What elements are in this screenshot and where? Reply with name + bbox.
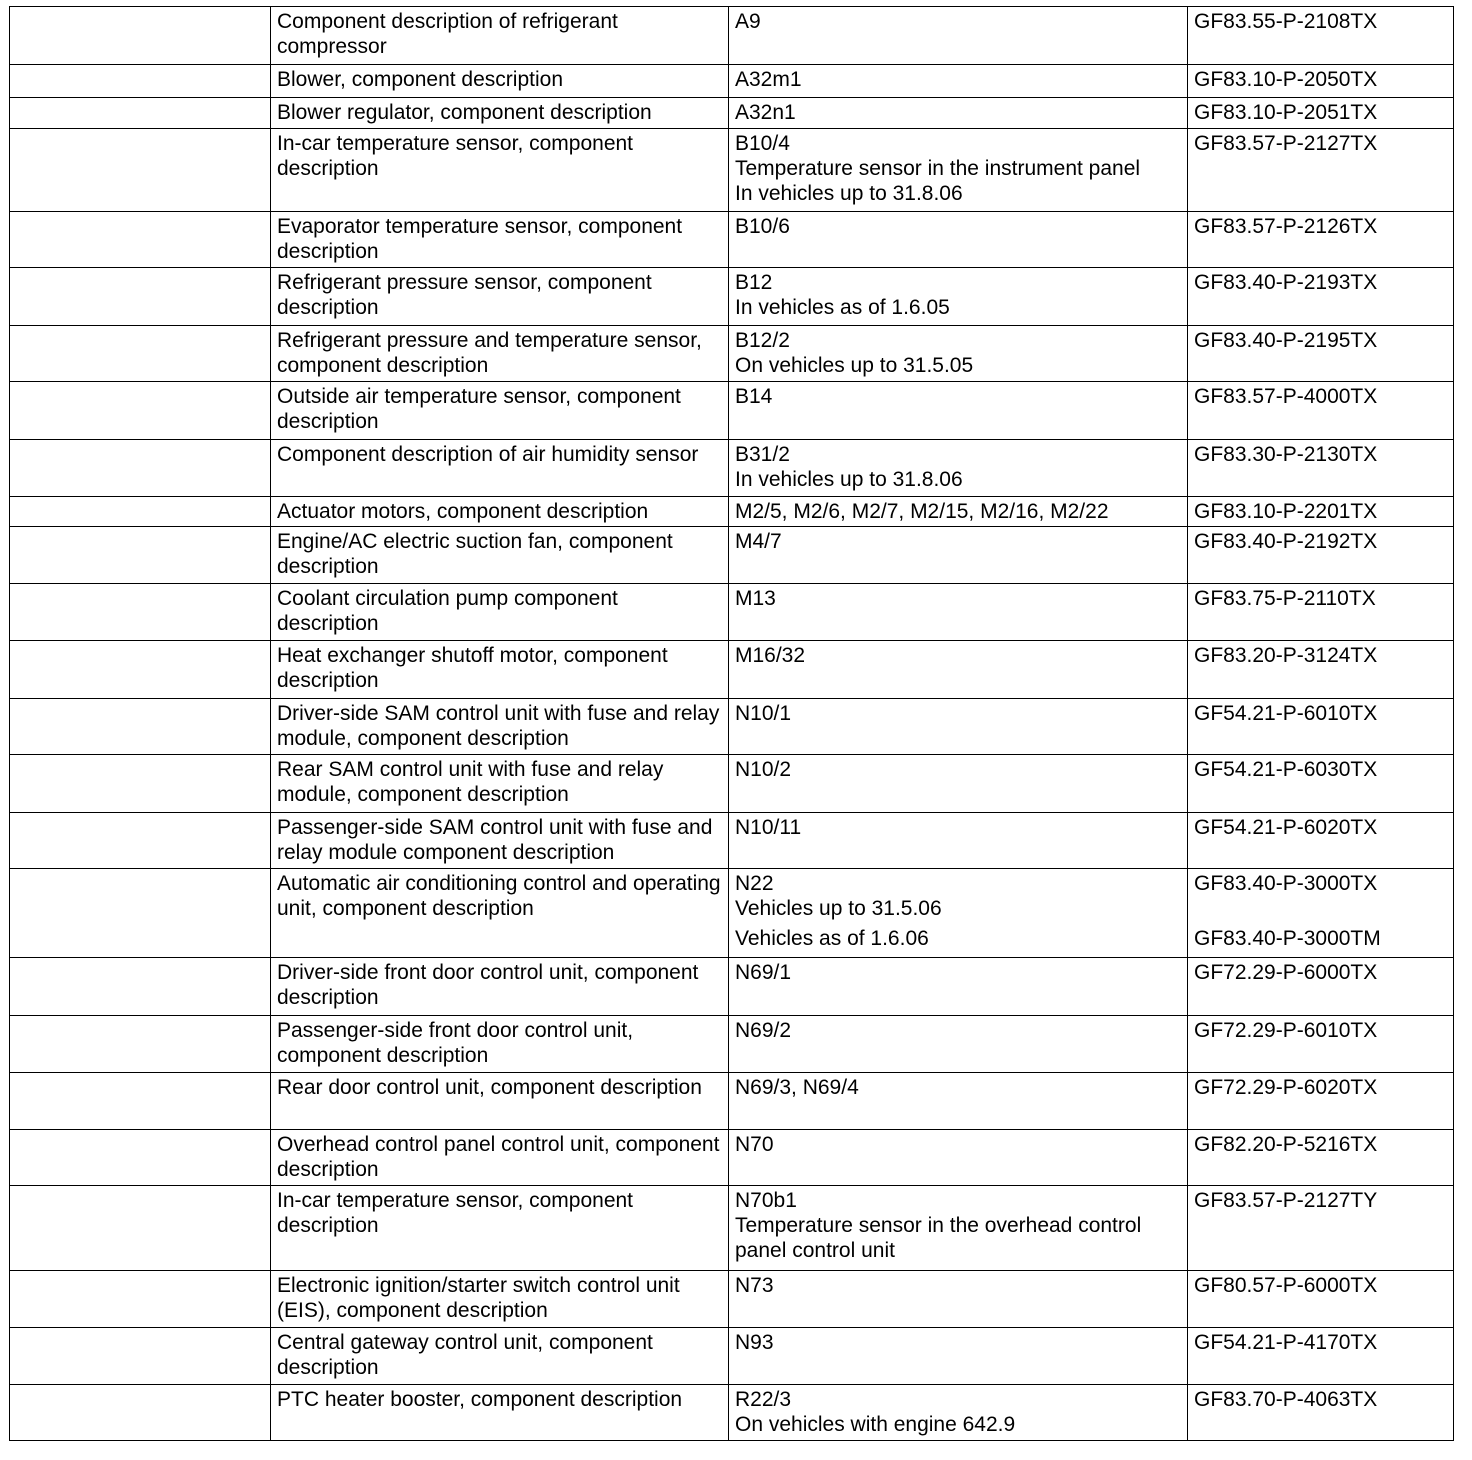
document-reference-cell: [1188, 98, 1454, 129]
component-code-cell: [729, 65, 1188, 98]
component-description: Coolant circulation pump component description: [271, 584, 729, 641]
component-code-cell: [729, 1328, 1188, 1385]
component-description: Evaporator temperature sensor, component description: [271, 212, 729, 268]
table-row: [10, 755, 1454, 813]
table-row: [10, 212, 1454, 268]
component-description: Heat exchanger shutoff motor, component description: [271, 641, 729, 699]
component-code-cell: [729, 755, 1188, 813]
component-description: In-car temperature sensor, component description: [271, 1186, 729, 1271]
component-note: Vehicles as of 1.6.06: [735, 927, 929, 950]
component-code: N70b1: [735, 1189, 797, 1212]
document-reference-cell: [1188, 268, 1454, 326]
document-reference: GF83.57-P-2126TX: [1194, 215, 1378, 238]
document-reference: GF54.21-P-6020TX: [1194, 816, 1378, 839]
component-code: B10/6: [735, 215, 790, 238]
document-reference: GF83.55-P-2108TX: [1194, 10, 1378, 33]
document-reference: GF54.21-P-6010TX: [1194, 702, 1378, 725]
component-code-cell: [729, 1130, 1188, 1186]
table-row: [10, 869, 1454, 958]
component-code-cell: [729, 813, 1188, 869]
document-reference-cell: [1188, 641, 1454, 699]
empty-cell: [10, 1328, 271, 1385]
empty-cell: [10, 1073, 271, 1130]
component-code: N70: [735, 1133, 774, 1156]
document-reference: GF80.57-P-6000TX: [1194, 1274, 1378, 1297]
component-code-cell: [729, 584, 1188, 641]
component-code-cell: [729, 129, 1188, 212]
component-description: PTC heater booster, component description: [271, 1385, 729, 1441]
document-reference-cell: [1188, 440, 1454, 497]
document-reference-cell: [1188, 1328, 1454, 1385]
empty-cell: [10, 129, 271, 212]
component-description: Automatic air conditioning control and operating unit, component description: [271, 869, 729, 958]
empty-cell: [10, 755, 271, 813]
component-code: N69/1: [735, 961, 792, 984]
component-code: R22/3: [735, 1388, 792, 1411]
document-reference-cell: [1188, 382, 1454, 440]
empty-cell: [10, 7, 271, 65]
empty-cell: [10, 497, 271, 527]
component-description: Component description of refrigerant compressor: [271, 7, 729, 65]
component-code: M2/5, M2/6, M2/7, M2/15, M2/16, M2/22: [735, 500, 1109, 523]
component-code: A32m1: [735, 68, 802, 91]
document-reference: GF83.70-P-4063TX: [1194, 1388, 1378, 1411]
empty-cell: [10, 584, 271, 641]
component-code: N69/3, N69/4: [735, 1076, 859, 1099]
component-note: On vehicles up to 31.5.05: [735, 354, 974, 377]
empty-cell: [10, 958, 271, 1016]
component-code: M13: [735, 587, 776, 610]
table-body: [10, 7, 1454, 1441]
document-reference: GF83.10-P-2050TX: [1194, 68, 1378, 91]
empty-cell: [10, 1271, 271, 1328]
document-reference-secondary: GF83.40-P-3000TM: [1194, 927, 1381, 950]
component-code-cell: [729, 440, 1188, 497]
document-reference-cell: [1188, 958, 1454, 1016]
document-reference-cell: [1188, 869, 1454, 958]
component-description: Actuator motors, component description: [271, 497, 729, 527]
component-description: Passenger-side front door control unit, component description: [271, 1016, 729, 1073]
empty-cell: [10, 869, 271, 958]
table-row: [10, 7, 1454, 65]
empty-cell: [10, 641, 271, 699]
component-note: Temperature sensor in the overhead control panel control unit: [735, 1214, 1142, 1262]
component-code: N10/1: [735, 702, 792, 725]
table-row: [10, 958, 1454, 1016]
table-row: [10, 268, 1454, 326]
component-code-cell: [729, 326, 1188, 382]
empty-cell: [10, 212, 271, 268]
component-note: In vehicles up to 31.8.06: [735, 182, 963, 205]
component-code: B12: [735, 271, 773, 294]
component-code-cell: [729, 699, 1188, 755]
component-code: N69/2: [735, 1019, 792, 1042]
document-reference-cell: [1188, 212, 1454, 268]
component-code: N10/2: [735, 758, 792, 781]
component-description: Component description of air humidity sensor: [271, 440, 729, 497]
component-code-cell: [729, 497, 1188, 527]
document-reference: GF82.20-P-5216TX: [1194, 1133, 1378, 1156]
document-reference: GF83.57-P-4000TX: [1194, 385, 1378, 408]
component-code-cell: [729, 268, 1188, 326]
table-row: [10, 1016, 1454, 1073]
empty-cell: [10, 1130, 271, 1186]
table-row: [10, 813, 1454, 869]
document-reference-cell: [1188, 1073, 1454, 1130]
empty-cell: [10, 527, 271, 584]
table-row: [10, 584, 1454, 641]
document-reference-cell: [1188, 7, 1454, 65]
document-reference: GF83.40-P-2192TX: [1194, 530, 1378, 553]
document-reference-cell: [1188, 129, 1454, 212]
component-table: [9, 6, 1454, 1441]
table-row: [10, 129, 1454, 212]
component-note: Vehicles up to 31.5.06: [735, 897, 942, 920]
table-row: [10, 641, 1454, 699]
document-reference: GF83.40-P-2195TX: [1194, 329, 1378, 352]
empty-cell: [10, 65, 271, 98]
component-description: Refrigerant pressure and temperature sensor, component description: [271, 326, 729, 382]
document-reference: GF83.40-P-2193TX: [1194, 271, 1378, 294]
document-reference: GF83.40-P-3000TX: [1194, 872, 1378, 895]
component-description: Engine/AC electric suction fan, component description: [271, 527, 729, 584]
document-reference-cell: [1188, 813, 1454, 869]
component-description: Electronic ignition/starter switch control unit (EIS), component description: [271, 1271, 729, 1328]
document-reference-cell: [1188, 584, 1454, 641]
empty-cell: [10, 813, 271, 869]
empty-cell: [10, 699, 271, 755]
component-code-cell: [729, 382, 1188, 440]
component-code: N73: [735, 1274, 774, 1297]
component-code: B14: [735, 385, 773, 408]
table-row: [10, 65, 1454, 98]
component-code-cell: [729, 212, 1188, 268]
component-code-cell: [729, 7, 1188, 65]
component-code-cell: [729, 1073, 1188, 1130]
table-row: [10, 326, 1454, 382]
document-reference: GF83.20-P-3124TX: [1194, 644, 1378, 667]
component-code: M16/32: [735, 644, 806, 667]
component-description: Central gateway control unit, component description: [271, 1328, 729, 1385]
document-reference: GF54.21-P-4170TX: [1194, 1331, 1378, 1354]
component-description: Overhead control panel control unit, component description: [271, 1130, 729, 1186]
table-row: [10, 527, 1454, 584]
table-row: [10, 1186, 1454, 1271]
component-code-cell: [729, 1186, 1188, 1271]
component-code: N22: [735, 872, 774, 895]
document-reference-cell: [1188, 1016, 1454, 1073]
component-description: Driver-side SAM control unit with fuse and relay module, component description: [271, 699, 729, 755]
component-description: Rear SAM control unit with fuse and relay module, component description: [271, 755, 729, 813]
document-reference-cell: [1188, 497, 1454, 527]
document-reference-cell: [1188, 699, 1454, 755]
document-reference-cell: [1188, 1271, 1454, 1328]
component-note: Temperature sensor in the instrument panel: [735, 157, 1141, 180]
component-code: N10/11: [735, 816, 802, 839]
table-row: [10, 382, 1454, 440]
component-code: N93: [735, 1331, 774, 1354]
document-reference: GF72.29-P-6020TX: [1194, 1076, 1378, 1099]
document-reference: GF83.10-P-2201TX: [1194, 500, 1378, 523]
component-description: Refrigerant pressure sensor, component description: [271, 268, 729, 326]
table-row: [10, 98, 1454, 129]
table-row: [10, 1271, 1454, 1328]
empty-cell: [10, 1016, 271, 1073]
empty-cell: [10, 440, 271, 497]
component-note: In vehicles up to 31.8.06: [735, 468, 963, 491]
component-code: M4/7: [735, 530, 782, 553]
table-row: [10, 1385, 1454, 1441]
empty-cell: [10, 326, 271, 382]
document-reference-cell: [1188, 65, 1454, 98]
document-reference: GF83.75-P-2110TX: [1194, 587, 1376, 610]
component-code: A9: [735, 10, 761, 33]
document-reference-cell: [1188, 1186, 1454, 1271]
component-description: Rear door control unit, component description: [271, 1073, 729, 1130]
empty-cell: [10, 382, 271, 440]
component-code-cell: [729, 641, 1188, 699]
document-reference: GF72.29-P-6000TX: [1194, 961, 1378, 984]
document-reference-cell: [1188, 527, 1454, 584]
document-reference: GF83.30-P-2130TX: [1194, 443, 1378, 466]
table-row: [10, 1073, 1454, 1130]
empty-cell: [10, 98, 271, 129]
document-reference: GF83.57-P-2127TX: [1194, 132, 1378, 155]
table-row: [10, 440, 1454, 497]
empty-cell: [10, 268, 271, 326]
document-reference: GF83.10-P-2051TX: [1194, 101, 1378, 124]
empty-cell: [10, 1186, 271, 1271]
document-reference: GF72.29-P-6010TX: [1194, 1019, 1378, 1042]
component-code: B12/2: [735, 329, 790, 352]
document-reference: GF54.21-P-6030TX: [1194, 758, 1378, 781]
component-code: A32n1: [735, 101, 796, 124]
component-code-cell: [729, 1271, 1188, 1328]
document-reference-cell: [1188, 1385, 1454, 1441]
component-description: Passenger-side SAM control unit with fuse and relay module component description: [271, 813, 729, 869]
table-row: [10, 1328, 1454, 1385]
table-row: [10, 497, 1454, 527]
component-description: Blower regulator, component description: [271, 98, 729, 129]
component-code: B31/2: [735, 443, 790, 466]
component-code-cell: [729, 527, 1188, 584]
component-code-cell: [729, 98, 1188, 129]
document-reference-cell: [1188, 326, 1454, 382]
component-note: In vehicles as of 1.6.05: [735, 296, 950, 319]
component-code-cell: [729, 1016, 1188, 1073]
component-code-cell: [729, 869, 1188, 958]
component-note: On vehicles with engine 642.9: [735, 1413, 1016, 1436]
empty-cell: [10, 1385, 271, 1441]
table-row: [10, 1130, 1454, 1186]
component-code: B10/4: [735, 132, 790, 155]
table-row: [10, 699, 1454, 755]
component-description: Blower, component description: [271, 65, 729, 98]
component-description: In-car temperature sensor, component description: [271, 129, 729, 212]
component-code-cell: [729, 1385, 1188, 1441]
document-reference: GF83.57-P-2127TY: [1194, 1189, 1378, 1212]
component-code-cell: [729, 958, 1188, 1016]
component-description: Driver-side front door control unit, component description: [271, 958, 729, 1016]
document-reference-cell: [1188, 755, 1454, 813]
document-reference-cell: [1188, 1130, 1454, 1186]
component-description: Outside air temperature sensor, component description: [271, 382, 729, 440]
